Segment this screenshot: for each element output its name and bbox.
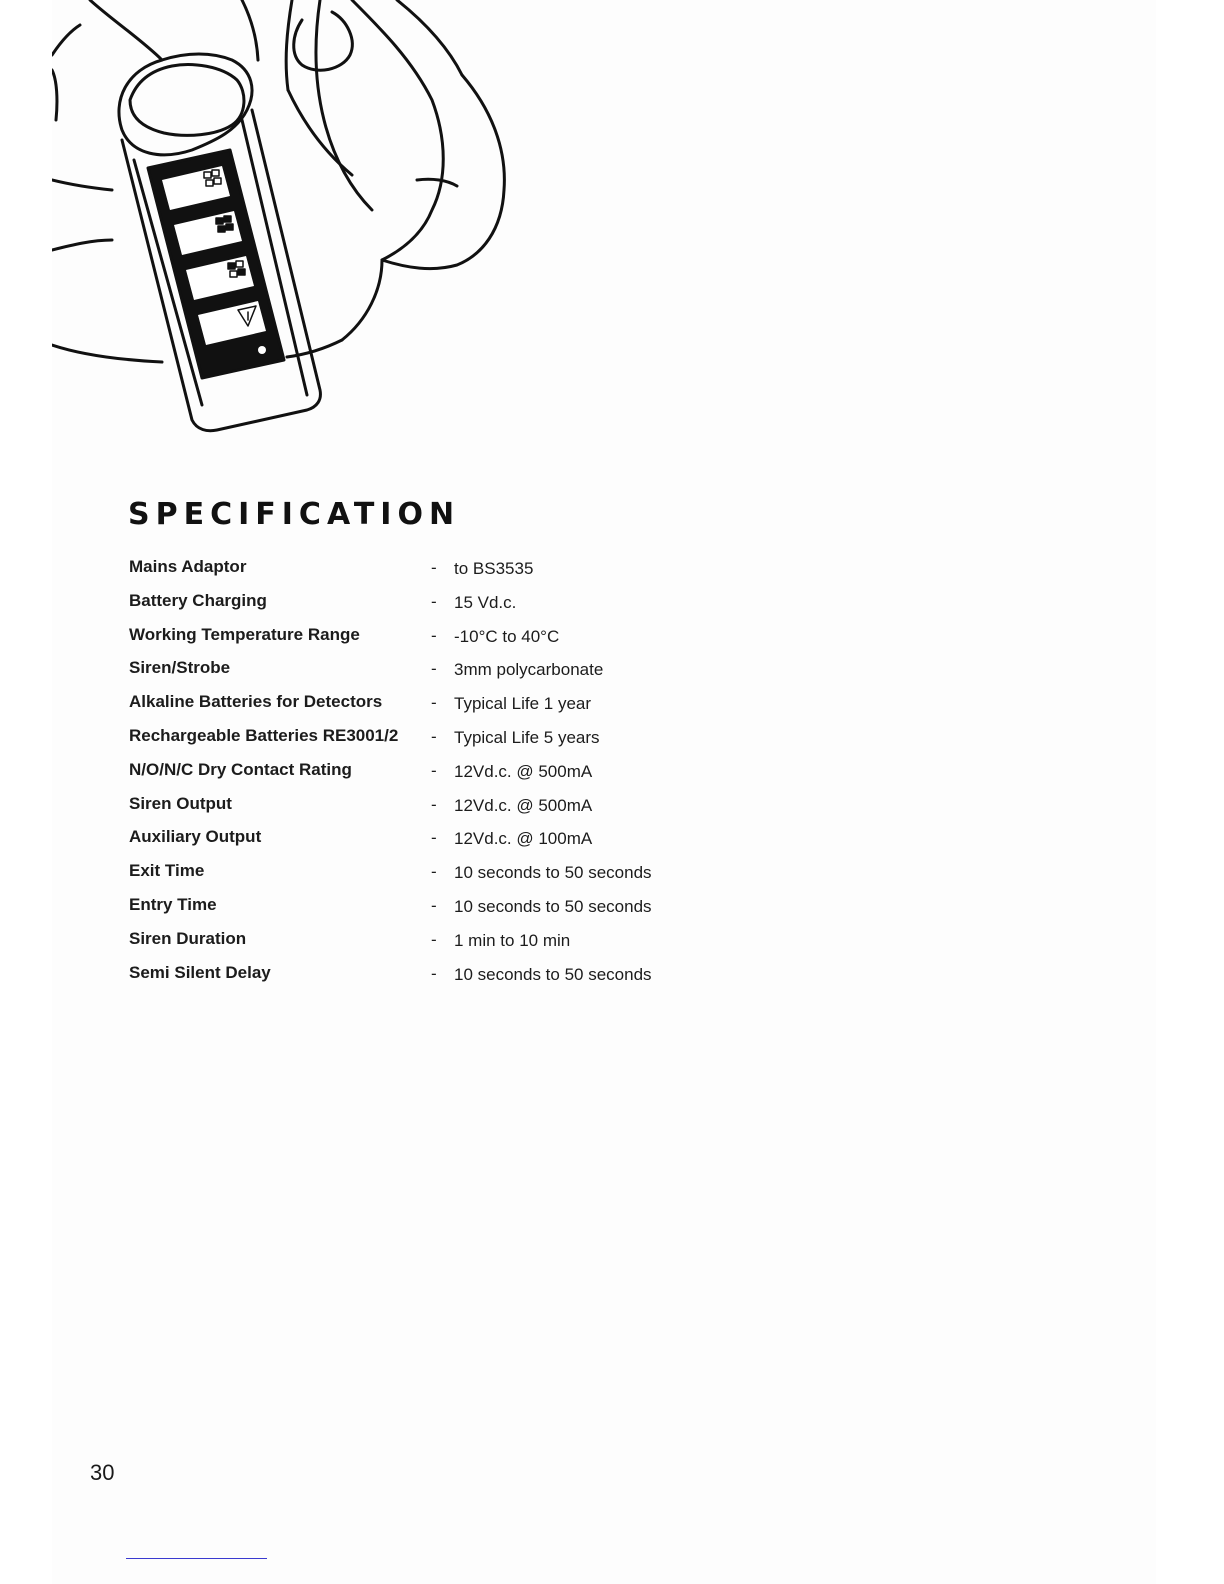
- spec-value: to BS3535: [454, 559, 534, 578]
- footer-divider: [126, 1558, 267, 1559]
- spec-separator: -: [431, 862, 437, 882]
- spec-label: Siren Output: [129, 793, 232, 813]
- spec-separator: -: [431, 828, 437, 848]
- spec-separator: -: [431, 558, 437, 577]
- spec-value: Typical Life 5 years: [454, 727, 600, 747]
- spec-label: Rechargeable Batteries RE3001/2: [129, 725, 399, 745]
- page-number: 30: [90, 1460, 115, 1485]
- spec-separator: -: [431, 693, 437, 713]
- spec-row: [129, 621, 729, 655]
- spec-row: [129, 722, 729, 756]
- spec-separator: -: [431, 591, 437, 611]
- thumbnail-icon: [130, 65, 244, 136]
- spec-label: Siren Duration: [129, 928, 247, 948]
- spec-separator: -: [431, 726, 437, 746]
- specification-table: [129, 553, 729, 992]
- spec-row: [129, 587, 729, 621]
- spec-label: Alkaline Batteries for Detectors: [129, 692, 383, 712]
- spec-row: [129, 823, 729, 857]
- spec-value: -10°C to 40°C: [454, 626, 560, 646]
- spec-label: Semi Silent Delay: [129, 962, 271, 982]
- spec-value: 10 seconds to 50 seconds: [454, 863, 652, 883]
- spec-label: Entry Time: [129, 894, 217, 914]
- spec-row: [129, 790, 729, 824]
- spec-label: Auxiliary Output: [129, 827, 262, 847]
- spec-label: Mains Adaptor: [129, 557, 247, 576]
- spec-label: Working Temperature Range: [129, 624, 360, 644]
- spec-label: Exit Time: [129, 861, 205, 881]
- spec-label: N/O/N/C Dry Contact Rating: [129, 759, 352, 779]
- spec-separator: -: [431, 625, 437, 645]
- spec-value: 12Vd.c. @ 500mA: [454, 761, 593, 781]
- spec-value: 1 min to 10 min: [454, 930, 571, 950]
- spec-value: Typical Life 1 year: [454, 694, 592, 714]
- spec-separator: -: [431, 895, 437, 915]
- spec-row: [129, 688, 729, 722]
- spec-value: 12Vd.c. @ 500mA: [454, 795, 593, 815]
- hand-holding-remote-illustration: [52, 0, 522, 440]
- spec-separator: -: [431, 760, 437, 780]
- spec-value: 15 Vd.c.: [454, 592, 517, 612]
- page-title: SPECIFICATION: [128, 497, 461, 532]
- spec-separator: -: [431, 929, 437, 949]
- spec-separator: -: [431, 794, 437, 814]
- spec-label: Battery Charging: [129, 590, 267, 610]
- spec-label: Siren/Strobe: [129, 658, 231, 678]
- spec-value: 10 seconds to 50 seconds: [454, 896, 652, 916]
- spec-row: [129, 891, 729, 925]
- spec-row: [129, 959, 729, 993]
- spec-row: [129, 857, 729, 891]
- spec-separator: -: [431, 963, 437, 983]
- spec-row: [129, 553, 729, 587]
- spec-separator: -: [431, 659, 437, 679]
- spec-row: [129, 654, 729, 688]
- spec-value: 12Vd.c. @ 100mA: [454, 829, 593, 849]
- spec-value: 10 seconds to 50 seconds: [454, 964, 652, 984]
- spec-value: 3mm polycarbonate: [454, 660, 604, 680]
- finger-line-icon: [90, 0, 162, 60]
- spec-row: [129, 756, 729, 790]
- remote-control-icon: [122, 110, 320, 431]
- spec-row: [129, 925, 729, 959]
